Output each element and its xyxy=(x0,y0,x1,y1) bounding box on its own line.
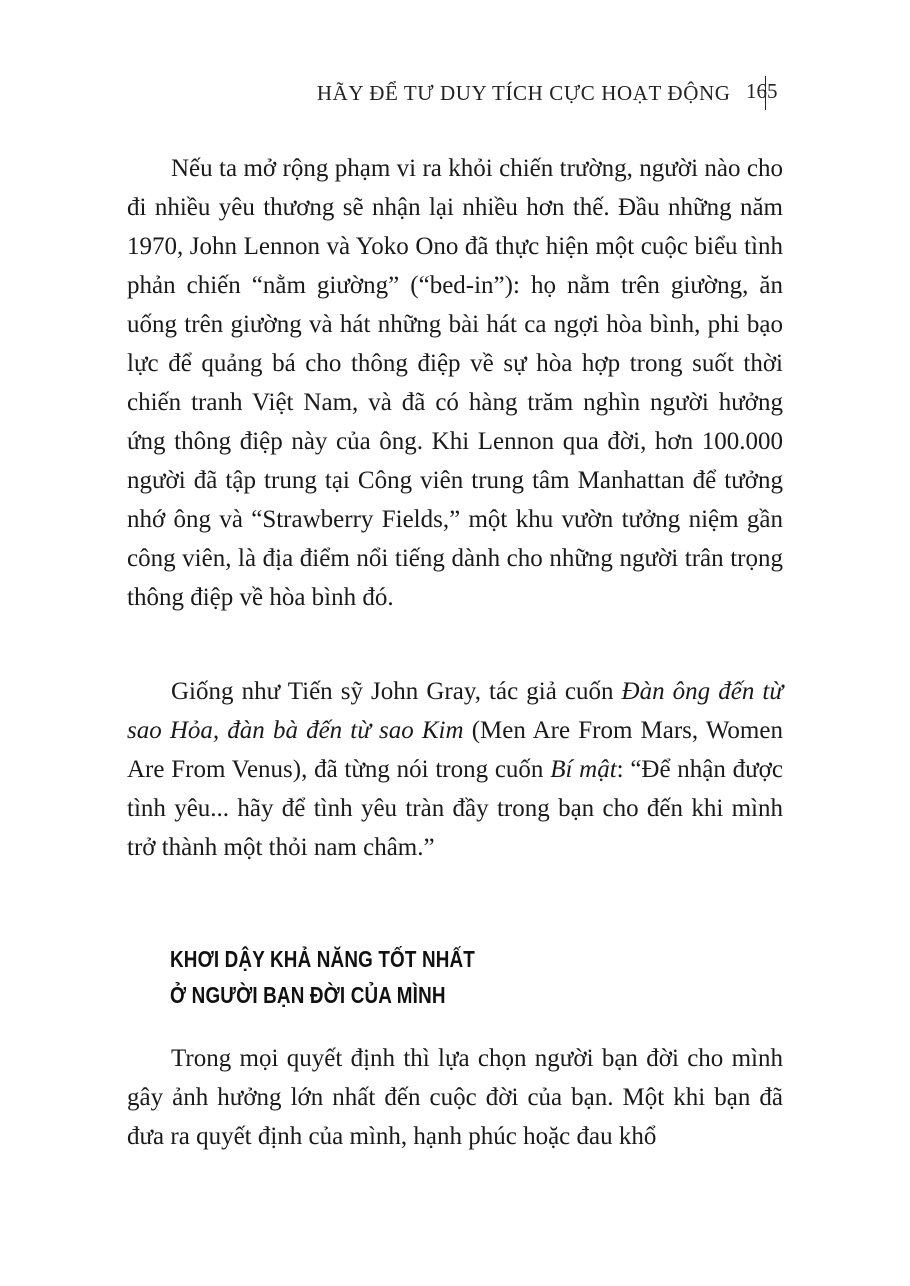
running-header-title: HÃY ĐỂ TƯ DUY TÍCH CỰC HOẠT ĐỘNG xyxy=(316,81,731,105)
text-run: (Men Are From Mars, Women Are From Venus), đã từng nói trong cuốn xyxy=(127,717,783,783)
page-number: 165 xyxy=(746,79,778,103)
section-heading xyxy=(170,941,475,1013)
paragraph-text: Trong mọi quyết định thì lựa chọn người bạn đời cho mình gây ảnh hưởng lớn nhất đến cuộc đời của bạn. Một khi bạn đã đưa ra quyết định của mình, hạnh phúc hoặc đau khổ xyxy=(127,1045,783,1150)
paragraph-text: Nếu ta mở rộng phạm vi ra khỏi chiến trường, người nào cho đi nhiều yêu thương sẽ nhận lại nhiều hơn thế. Đầu những năm 1970, John Lennon và Yoko Ono đã thực hiện một cuộc biểu tình phản chiến “nằm giường” (“bed-in”): họ nằm trên giường, ăn uống trên giường và hát những bài hát ca ngợi hòa bình, phi bạo lực để quảng bá cho thông điệp về sự hòa hợp trong suốt thời chiến tranh Việt Nam, và đã có hàng trăm nghìn người hưởng ứng thông điệp này của ông. Khi Lennon qua đời, hơn 100.000 người đã tập trung tại Công viên trung tâm Manhattan để tưởng nhớ ông và “Strawberry Fields,” một khu vườn tưởng niệm gần công viên, là địa điểm nổi tiếng dành cho những người trân trọng thông điệp về hòa bình đó. xyxy=(127,155,783,611)
paragraph-john-gray xyxy=(127,672,783,867)
paragraph-lennon xyxy=(127,149,783,617)
text-run: Giống như Tiến sỹ John Gray, tác giả cuốn xyxy=(171,678,622,705)
book-title-italic: Bí mật xyxy=(550,756,617,783)
text-run: : “Để nhận được tình yêu... hãy để tình yêu tràn đầy trong bạn cho đến khi mình trở thành một thỏi nam châm.” xyxy=(127,756,784,861)
running-header xyxy=(317,76,782,110)
section-heading-line: Ở NGƯỜI BẠN ĐỜI CỦA MÌNH xyxy=(170,982,446,1008)
paragraph-partner-choice xyxy=(127,1039,783,1156)
section-heading-line: KHƠI DẬY KHẢ NĂNG TỐT NHẤT xyxy=(170,946,476,972)
paragraph-text xyxy=(127,672,783,867)
book-title-italic: Đàn ông đến từ sao Hỏa, đàn bà đến từ sao Kim xyxy=(127,678,784,744)
